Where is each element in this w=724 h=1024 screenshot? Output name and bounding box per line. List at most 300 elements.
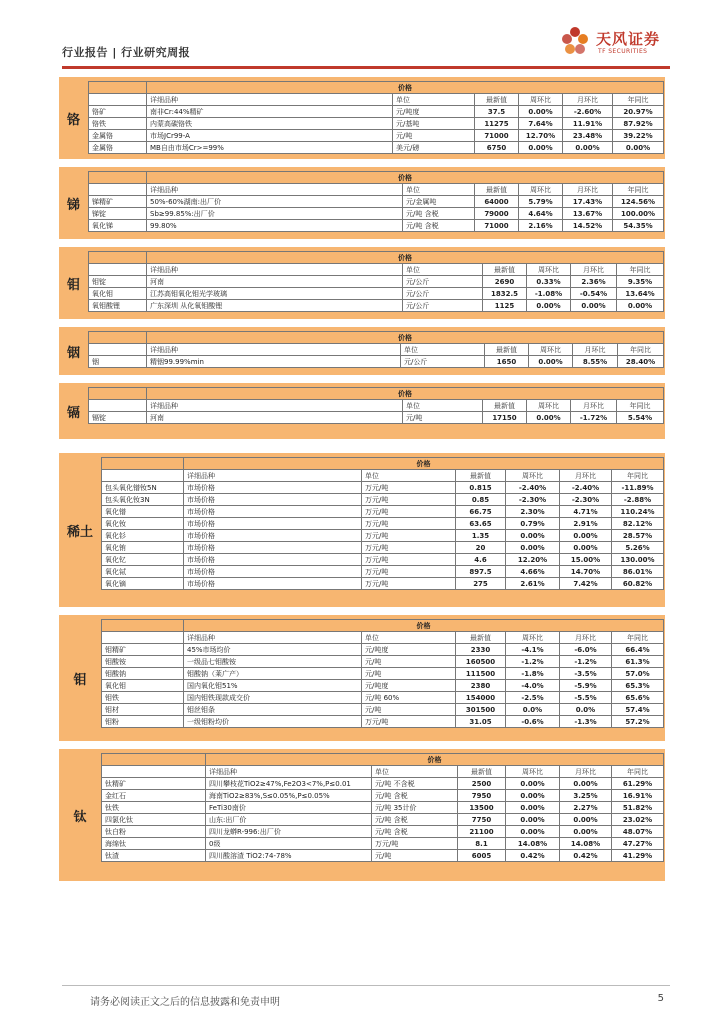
year-change-cell: 130.00% (612, 554, 664, 566)
latest-value-cell: 13500 (458, 802, 506, 814)
week-change-cell: 0.79% (506, 518, 560, 530)
table-group-title-row (89, 252, 664, 264)
unit-cell: 元/吨 不含税 (372, 778, 458, 790)
week-change-cell: -0.6% (506, 716, 560, 728)
logo-subtitle: TF SECURITIES (598, 48, 648, 55)
month-change-cell: 2.27% (560, 802, 612, 814)
year-change-cell: 5.54% (617, 412, 664, 424)
table-row (102, 644, 664, 656)
product-name-cell: 包头氧化镨钕5N (102, 482, 184, 494)
product-spec-cell: 内蒙高碳铬铁 (147, 118, 393, 130)
column-header: 月环比 (573, 344, 618, 356)
product-spec-cell: 海南TiO2≥83%,S≤0.05%,P≤0.05% (206, 790, 372, 802)
metal-price-panel (59, 453, 665, 607)
page-header (62, 20, 670, 64)
month-change-cell: 15.00% (560, 554, 612, 566)
year-change-cell: 54.35% (613, 220, 664, 232)
table-corner-cell (102, 754, 206, 766)
month-change-cell: 2.91% (560, 518, 612, 530)
table-header-row (89, 184, 664, 196)
column-header (89, 264, 147, 276)
latest-value-cell: 275 (456, 578, 506, 590)
product-spec-cell: 四川龙蟒R-996:出厂价 (206, 826, 372, 838)
metal-label: 钛 (73, 809, 87, 825)
unit-cell: 元/吨 含税 (403, 220, 475, 232)
column-header: 单位 (403, 264, 483, 276)
product-name-cell: 包头氧化钕3N (102, 494, 184, 506)
table-group-title-row (102, 754, 664, 766)
table-row (89, 356, 664, 368)
product-spec-cell: Sb≥99.85%:出厂价 (147, 208, 403, 220)
product-spec-cell: 河南 (147, 412, 403, 424)
week-change-cell: 12.70% (519, 130, 563, 142)
table-row (102, 838, 664, 850)
latest-value-cell: 7950 (458, 790, 506, 802)
year-change-cell: 86.01% (612, 566, 664, 578)
table-row (89, 130, 664, 142)
latest-value-cell: 111500 (456, 668, 506, 680)
column-header (102, 632, 184, 644)
column-header: 周环比 (529, 344, 573, 356)
column-header (89, 400, 147, 412)
column-header: 月环比 (571, 400, 617, 412)
year-change-cell: 65.6% (612, 692, 664, 704)
footer-divider (62, 985, 670, 986)
table-row (102, 692, 664, 704)
footer-disclaimer: 请务必阅读正文之后的信息披露和免责申明 (90, 997, 280, 1008)
table-group-title-row (89, 388, 664, 400)
latest-value-cell: 897.5 (456, 566, 506, 578)
month-change-cell: -0.54% (571, 288, 617, 300)
table-corner-cell (89, 172, 147, 184)
table-row (89, 142, 664, 154)
product-name-cell: 钛渣 (102, 850, 206, 862)
table-corner-cell (102, 458, 184, 470)
table-row (102, 518, 664, 530)
year-change-cell: 47.27% (612, 838, 664, 850)
latest-value-cell: 6750 (475, 142, 519, 154)
metal-price-panel (59, 383, 665, 439)
year-change-cell: 5.26% (612, 542, 664, 554)
latest-value-cell: 301500 (456, 704, 506, 716)
unit-cell: 元/吨 (362, 704, 456, 716)
month-change-cell: 4.71% (560, 506, 612, 518)
month-change-cell: -5.5% (560, 692, 612, 704)
year-change-cell: -11.89% (612, 482, 664, 494)
week-change-cell: 7.64% (519, 118, 563, 130)
table-group-title: 价格 (147, 172, 664, 184)
product-name-cell: 氧化钇 (102, 554, 184, 566)
week-change-cell: 0.33% (527, 276, 571, 288)
column-header: 周环比 (527, 400, 571, 412)
table-group-title-row (89, 332, 664, 344)
month-change-cell: -1.72% (571, 412, 617, 424)
product-name-cell: 锑锭 (89, 208, 147, 220)
year-change-cell: 61.29% (612, 778, 664, 790)
table-corner-cell (89, 252, 147, 264)
month-change-cell: 0.00% (563, 142, 613, 154)
metal-price-panel (59, 247, 665, 319)
table-group-title-row (102, 458, 664, 470)
latest-value-cell: 0.815 (456, 482, 506, 494)
table-group-title: 价格 (184, 620, 664, 632)
year-change-cell: 0.00% (617, 300, 664, 312)
product-spec-cell: 四川攀枝花TiO2≥47%,Fe2O3<7%,P≤0.01 (206, 778, 372, 790)
year-change-cell: 57.2% (612, 716, 664, 728)
week-change-cell: 0.00% (506, 826, 560, 838)
unit-cell: 元/吨 (393, 130, 475, 142)
column-header: 单位 (362, 632, 456, 644)
column-header: 最新值 (483, 400, 527, 412)
month-change-cell: -6.0% (560, 644, 612, 656)
year-change-cell: 110.24% (612, 506, 664, 518)
product-name-cell: 钼材 (102, 704, 184, 716)
month-change-cell: -5.9% (560, 680, 612, 692)
month-change-cell: -2.30% (560, 494, 612, 506)
latest-value-cell: 1.35 (456, 530, 506, 542)
unit-cell: 元/吨 含税 (403, 208, 475, 220)
latest-value-cell: 1832.5 (483, 288, 527, 300)
month-change-cell: 2.36% (571, 276, 617, 288)
table-row (102, 790, 664, 802)
product-name-cell: 钼酸铵 (102, 656, 184, 668)
metal-label: 钼 (73, 672, 87, 688)
column-header: 月环比 (563, 184, 613, 196)
unit-cell: 元/吨 含税 (372, 826, 458, 838)
week-change-cell: 0.00% (506, 814, 560, 826)
table-row (102, 668, 664, 680)
week-change-cell: 0.00% (529, 356, 573, 368)
month-change-cell: 0.00% (560, 814, 612, 826)
table-row (89, 196, 664, 208)
column-header: 单位 (401, 344, 485, 356)
product-spec-cell: 市场JCr99-A (147, 130, 393, 142)
product-spec-cell: FeTi30南价 (206, 802, 372, 814)
year-change-cell: 28.57% (612, 530, 664, 542)
page-number: 5 (657, 993, 664, 1004)
week-change-cell: -2.40% (506, 482, 560, 494)
unit-cell: 元/基吨 (393, 118, 475, 130)
table-row (89, 118, 664, 130)
month-change-cell: 13.67% (563, 208, 613, 220)
week-change-cell: 0.00% (506, 790, 560, 802)
month-change-cell: 7.42% (560, 578, 612, 590)
column-header: 周环比 (527, 264, 571, 276)
latest-value-cell: 7750 (458, 814, 506, 826)
product-spec-cell: 精铟99.99%min (147, 356, 401, 368)
table-row (102, 850, 664, 862)
metal-price-panel (59, 327, 665, 375)
metal-price-panel (59, 749, 665, 881)
latest-value-cell: 8.1 (458, 838, 506, 850)
product-name-cell: 氧化镝 (102, 578, 184, 590)
latest-value-cell: 71000 (475, 220, 519, 232)
month-change-cell: 8.55% (573, 356, 618, 368)
week-change-cell: 0.00% (506, 802, 560, 814)
column-header: 周环比 (506, 632, 560, 644)
product-spec-cell: 市场价格 (184, 554, 362, 566)
metal-label: 铬 (66, 112, 80, 128)
product-name-cell: 铟 (89, 356, 147, 368)
product-name-cell: 海绵钛 (102, 838, 206, 850)
product-name-cell: 氧化钼 (89, 288, 147, 300)
year-change-cell: 13.64% (617, 288, 664, 300)
week-change-cell: 0.00% (506, 542, 560, 554)
product-name-cell: 钼精矿 (102, 644, 184, 656)
column-header: 年同比 (613, 94, 664, 106)
month-change-cell: 0.42% (560, 850, 612, 862)
month-change-cell: -3.5% (560, 668, 612, 680)
product-name-cell: 四氯化钛 (102, 814, 206, 826)
month-change-cell: -2.40% (560, 482, 612, 494)
table-row (102, 826, 664, 838)
unit-cell: 元/吨 60% (362, 692, 456, 704)
unit-cell: 万元/吨 (362, 554, 456, 566)
column-header: 最新值 (458, 766, 506, 778)
latest-value-cell: 79000 (475, 208, 519, 220)
table-corner-cell (102, 620, 184, 632)
year-change-cell: 82.12% (612, 518, 664, 530)
column-header (102, 470, 184, 482)
latest-value-cell: 20 (456, 542, 506, 554)
table-header-row (102, 470, 664, 482)
column-header: 月环比 (560, 632, 612, 644)
price-table (101, 619, 664, 728)
metal-price-panel (59, 77, 665, 159)
column-header: 周环比 (519, 184, 563, 196)
year-change-cell: 51.82% (612, 802, 664, 814)
product-spec-cell: MB自由市场Cr>=99% (147, 142, 393, 154)
product-name-cell: 钛铁 (102, 802, 206, 814)
column-header: 详细品种 (184, 470, 362, 482)
week-change-cell: -2.5% (506, 692, 560, 704)
month-change-cell: 14.52% (563, 220, 613, 232)
product-spec-cell: 市场价格 (184, 506, 362, 518)
year-change-cell: 66.4% (612, 644, 664, 656)
column-header: 最新值 (483, 264, 527, 276)
product-name-cell: 氧化钐 (102, 530, 184, 542)
table-row (102, 680, 664, 692)
metal-label: 铟 (66, 345, 80, 361)
week-change-cell: 4.66% (506, 566, 560, 578)
table-row (89, 106, 664, 118)
product-spec-cell: 国内钼铁现款成交价 (184, 692, 362, 704)
table-group-title-row (102, 620, 664, 632)
unit-cell: 元/吨 (362, 656, 456, 668)
table-row (102, 778, 664, 790)
product-spec-cell: 市场价格 (184, 566, 362, 578)
year-change-cell: 57.4% (612, 704, 664, 716)
product-name-cell: 氧化钼 (102, 680, 184, 692)
month-change-cell: 0.00% (560, 542, 612, 554)
product-name-cell: 氧化镨 (102, 506, 184, 518)
column-header: 最新值 (475, 184, 519, 196)
metal-label: 钼 (66, 277, 80, 293)
table-header-row (102, 632, 664, 644)
latest-value-cell: 2690 (483, 276, 527, 288)
table-row (89, 412, 664, 424)
product-spec-cell: 江苏高钼氧化钼光学玻璃 (147, 288, 403, 300)
latest-value-cell: 37.5 (475, 106, 519, 118)
latest-value-cell: 2330 (456, 644, 506, 656)
week-change-cell: -4.1% (506, 644, 560, 656)
table-corner-cell (89, 388, 147, 400)
product-spec-cell: 山东:出厂价 (206, 814, 372, 826)
product-name-cell: 铬铁 (89, 118, 147, 130)
column-header: 最新值 (456, 470, 506, 482)
column-header (89, 344, 147, 356)
column-header: 详细品种 (147, 94, 393, 106)
column-header (89, 184, 147, 196)
year-change-cell: 23.02% (612, 814, 664, 826)
unit-cell: 元/吨度 (362, 680, 456, 692)
product-spec-cell: 钼丝钼条 (184, 704, 362, 716)
column-header: 周环比 (506, 470, 560, 482)
year-change-cell: 16.91% (612, 790, 664, 802)
week-change-cell: 12.20% (506, 554, 560, 566)
unit-cell: 万元/吨 (362, 506, 456, 518)
product-spec-cell: 市场价格 (184, 482, 362, 494)
column-header: 单位 (393, 94, 475, 106)
product-spec-cell: 一级品七钼酸铵 (184, 656, 362, 668)
column-header: 月环比 (560, 766, 612, 778)
product-spec-cell: 南非Cr:44%精矿 (147, 106, 393, 118)
week-change-cell: 0.00% (527, 412, 571, 424)
table-row (102, 578, 664, 590)
unit-cell: 元/公斤 (403, 276, 483, 288)
column-header: 年同比 (612, 632, 664, 644)
month-change-cell: -1.2% (560, 656, 612, 668)
year-change-cell: 60.82% (612, 578, 664, 590)
column-header: 年同比 (613, 184, 664, 196)
column-header: 年同比 (618, 344, 664, 356)
month-change-cell: 11.91% (563, 118, 613, 130)
table-row (102, 716, 664, 728)
metal-price-panel (59, 167, 665, 239)
week-change-cell: 14.08% (506, 838, 560, 850)
table-group-title: 价格 (147, 252, 664, 264)
week-change-cell: 0.00% (519, 142, 563, 154)
week-change-cell: 0.00% (527, 300, 571, 312)
table-row (102, 704, 664, 716)
product-name-cell: 金属铬 (89, 142, 147, 154)
latest-value-cell: 64000 (475, 196, 519, 208)
product-name-cell: 铬矿 (89, 106, 147, 118)
unit-cell: 元/公斤 (403, 288, 483, 300)
product-name-cell: 钛精矿 (102, 778, 206, 790)
unit-cell: 元/金属吨 (403, 196, 475, 208)
year-change-cell: 28.40% (618, 356, 664, 368)
unit-cell: 万元/吨 (362, 542, 456, 554)
table-header-row (102, 766, 664, 778)
product-name-cell: 金属铬 (89, 130, 147, 142)
table-row (102, 494, 664, 506)
unit-cell: 元/吨 35计价 (372, 802, 458, 814)
product-name-cell: 锑精矿 (89, 196, 147, 208)
product-spec-cell: 钼酸钠（莱广产） (184, 668, 362, 680)
week-change-cell: 0.0% (506, 704, 560, 716)
product-name-cell: 钼粉 (102, 716, 184, 728)
product-spec-cell: 国内氧化钼51% (184, 680, 362, 692)
price-table (88, 171, 664, 232)
year-change-cell: 87.92% (613, 118, 664, 130)
unit-cell: 元/公斤 (403, 300, 483, 312)
product-spec-cell: 市场价格 (184, 518, 362, 530)
column-header: 单位 (372, 766, 458, 778)
table-header-row (89, 94, 664, 106)
week-change-cell: -4.0% (506, 680, 560, 692)
unit-cell: 元/公斤 (401, 356, 485, 368)
latest-value-cell: 6005 (458, 850, 506, 862)
week-change-cell: 0.42% (506, 850, 560, 862)
product-name-cell: 钛白粉 (102, 826, 206, 838)
unit-cell: 万元/吨 (362, 530, 456, 542)
month-change-cell: 14.08% (560, 838, 612, 850)
column-header: 详细品种 (147, 264, 403, 276)
week-change-cell: 4.64% (519, 208, 563, 220)
column-header: 周环比 (506, 766, 560, 778)
week-change-cell: -1.2% (506, 656, 560, 668)
month-change-cell: 14.70% (560, 566, 612, 578)
column-header: 最新值 (456, 632, 506, 644)
unit-cell: 元/吨 (403, 412, 483, 424)
month-change-cell: 17.43% (563, 196, 613, 208)
column-header: 详细品种 (206, 766, 372, 778)
product-name-cell: 氧化钕 (102, 518, 184, 530)
latest-value-cell: 1125 (483, 300, 527, 312)
latest-value-cell: 63.65 (456, 518, 506, 530)
month-change-cell: 0.0% (560, 704, 612, 716)
week-change-cell: 2.61% (506, 578, 560, 590)
product-spec-cell: 河南 (147, 276, 403, 288)
unit-cell: 美元/磅 (393, 142, 475, 154)
unit-cell: 万元/吨 (362, 566, 456, 578)
week-change-cell: -2.30% (506, 494, 560, 506)
latest-value-cell: 4.6 (456, 554, 506, 566)
unit-cell: 元/吨 (362, 668, 456, 680)
year-change-cell: 61.3% (612, 656, 664, 668)
table-row (102, 554, 664, 566)
column-header: 周环比 (519, 94, 563, 106)
year-change-cell: 0.00% (613, 142, 664, 154)
column-header: 月环比 (560, 470, 612, 482)
table-row (89, 208, 664, 220)
metal-label: 镉 (66, 405, 80, 421)
table-row (89, 288, 664, 300)
table-row (102, 802, 664, 814)
product-name-cell: 钼酸钠 (102, 668, 184, 680)
week-change-cell: 0.00% (506, 778, 560, 790)
column-header: 详细品种 (147, 344, 401, 356)
column-header: 单位 (403, 184, 475, 196)
unit-cell: 万元/吨 (362, 716, 456, 728)
product-spec-cell: 50%-60%湖南:出厂价 (147, 196, 403, 208)
column-header: 年同比 (617, 264, 664, 276)
unit-cell: 元/吨 (372, 850, 458, 862)
logo-wordmark: 天风证券 (596, 30, 661, 48)
product-spec-cell: 0级 (206, 838, 372, 850)
product-spec-cell: 45%市场均价 (184, 644, 362, 656)
table-row (102, 530, 664, 542)
latest-value-cell: 31.05 (456, 716, 506, 728)
column-header: 年同比 (612, 470, 664, 482)
unit-cell: 万元/吨 (362, 578, 456, 590)
table-row (102, 814, 664, 826)
company-logo (558, 24, 670, 60)
latest-value-cell: 17150 (483, 412, 527, 424)
month-change-cell: 0.00% (560, 826, 612, 838)
table-row (89, 220, 664, 232)
